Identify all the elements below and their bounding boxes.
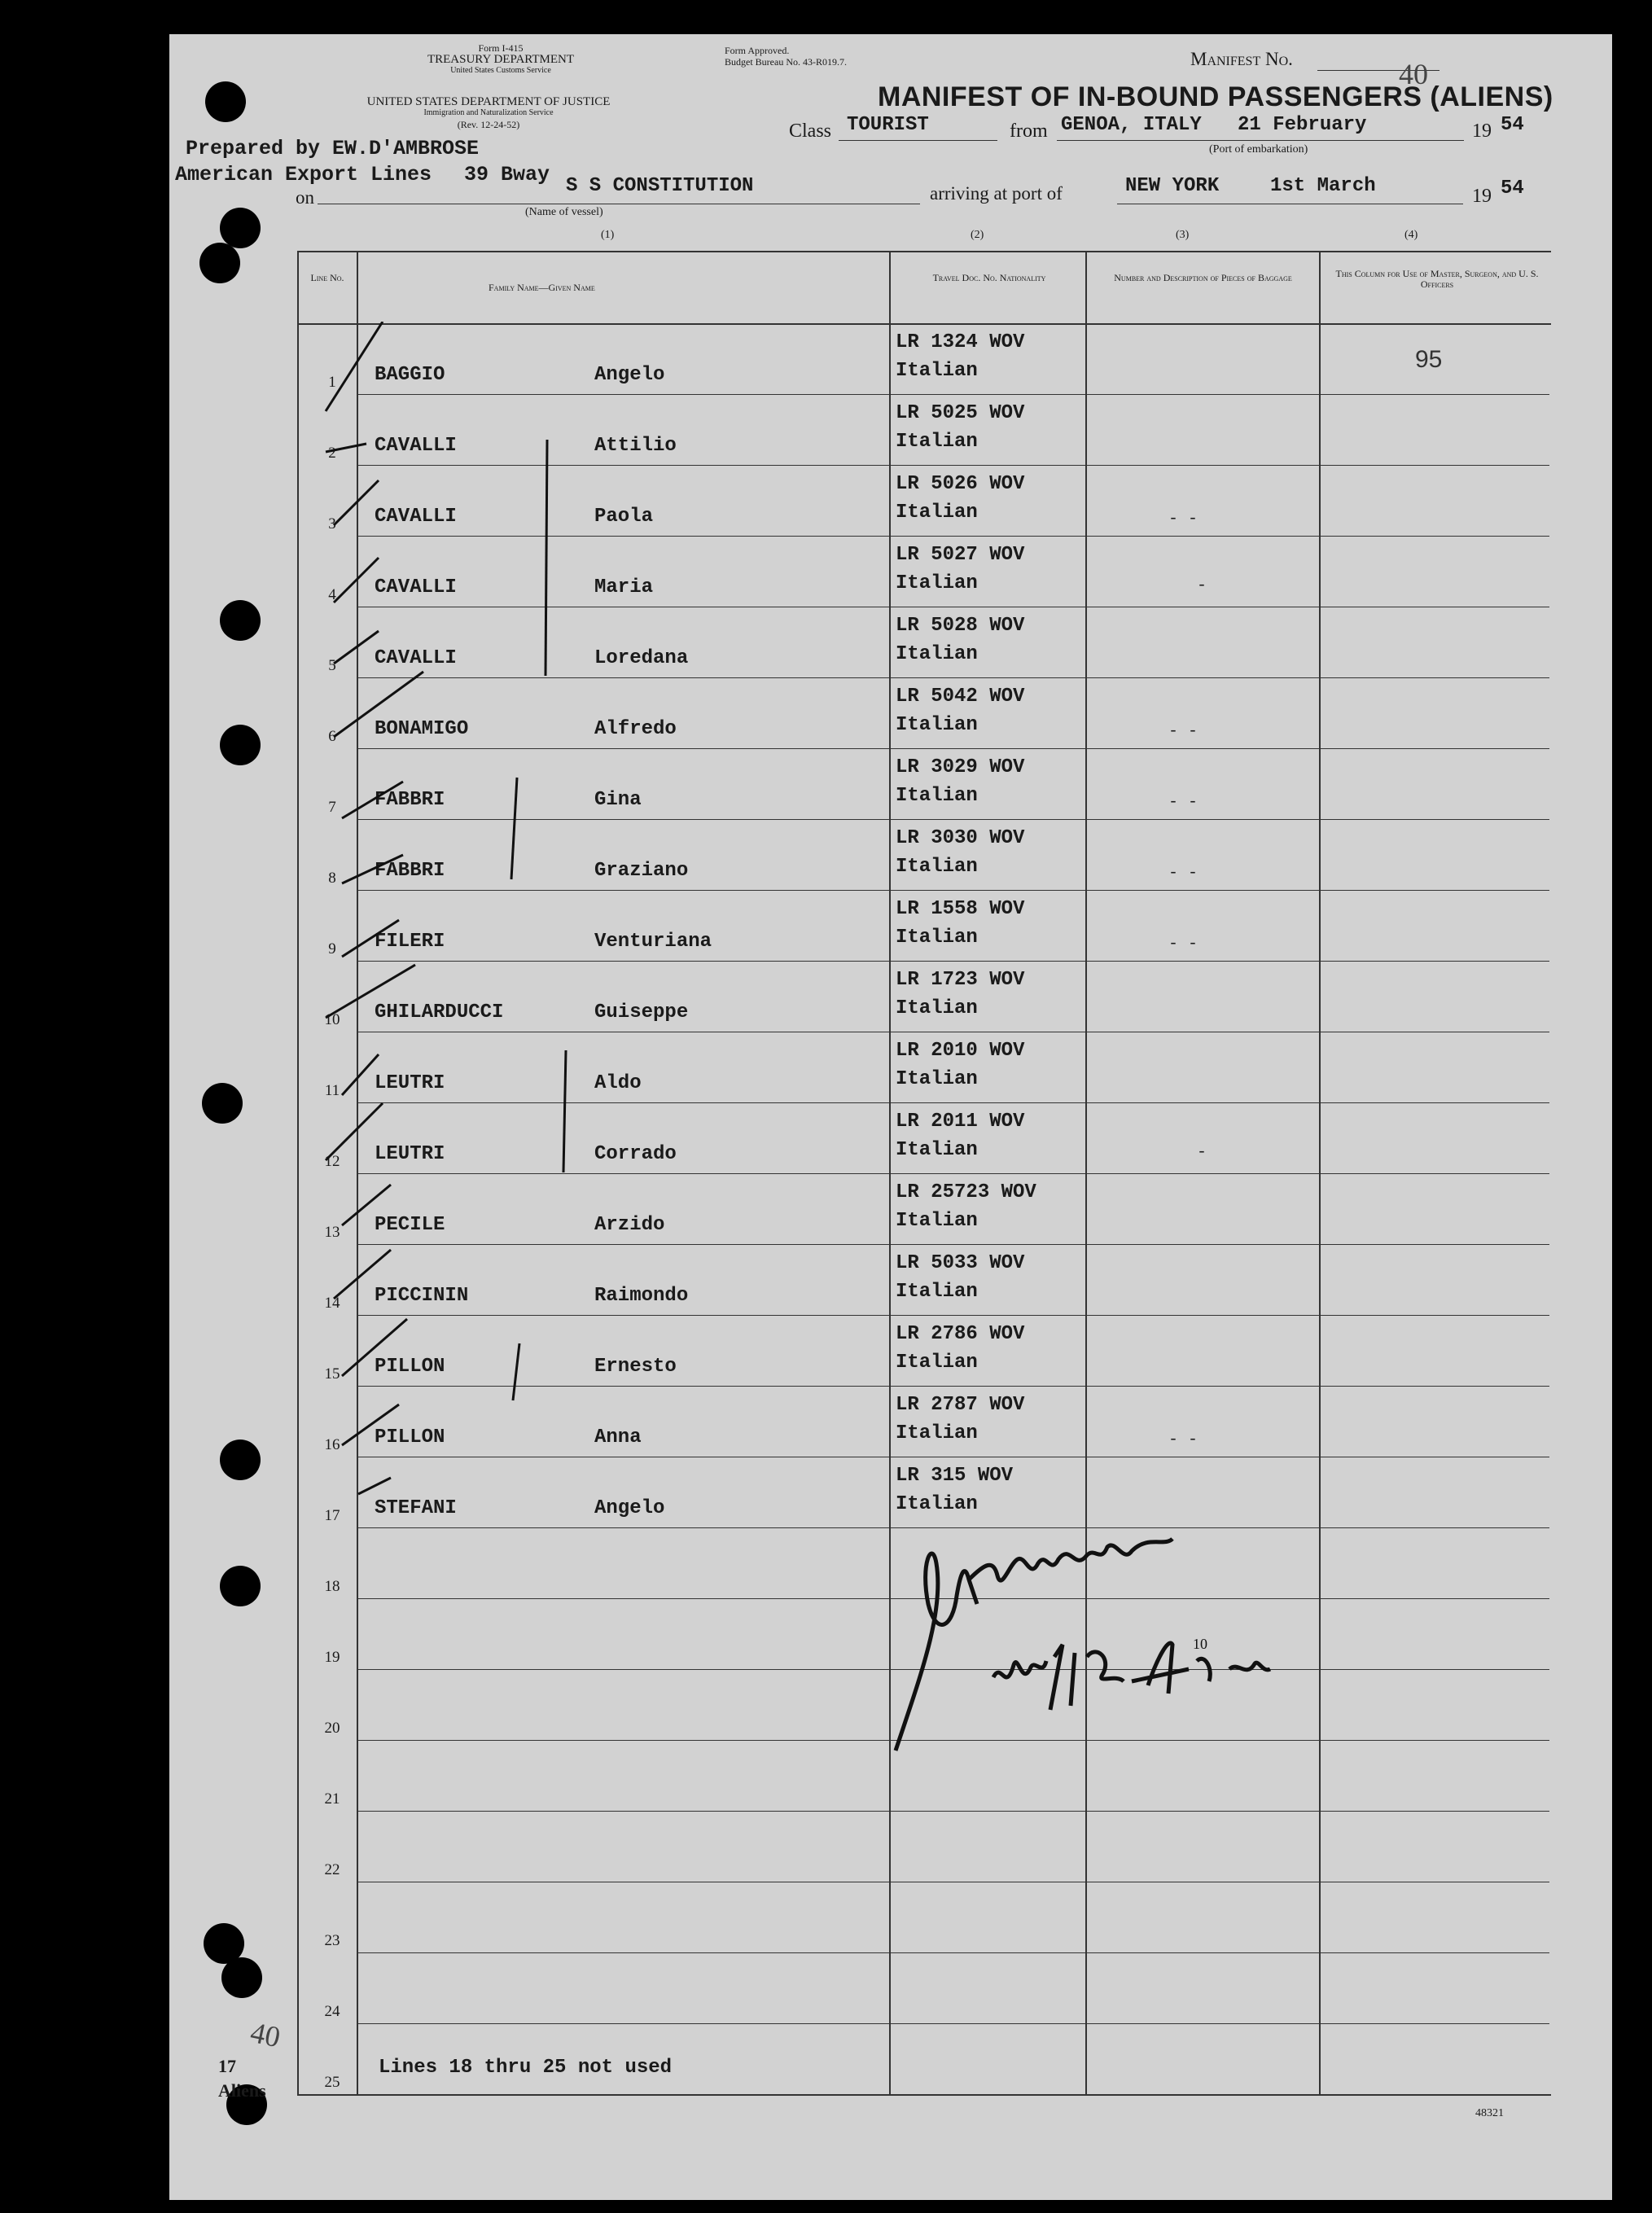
given-name: Ernesto (594, 1356, 677, 1378)
nationality: Italian (896, 927, 978, 949)
line-number: 11 (324, 1082, 340, 1099)
nationality: Italian (896, 1281, 978, 1303)
arrival-date: 1st March (1270, 175, 1376, 197)
given-name: Anna (594, 1426, 642, 1448)
name-of-vessel-label: (Name of vessel) (525, 206, 603, 218)
given-name: Guiseppe (594, 1001, 689, 1023)
line-number: 21 (324, 1790, 340, 1808)
punch-hole (220, 1566, 261, 1606)
punch-hole (205, 81, 246, 122)
given-name: Raimondo (594, 1285, 689, 1307)
svg-text:10: 10 (1193, 1636, 1207, 1652)
column-number-3: (3) (1176, 229, 1190, 241)
line-number: 20 (324, 1720, 340, 1737)
nationality: Italian (896, 643, 978, 665)
column-number-2: (2) (971, 229, 984, 241)
nationality: Italian (896, 1493, 978, 1515)
given-name: Gina (594, 789, 642, 811)
line-number: 2 (328, 445, 336, 462)
given-name: Loredana (594, 647, 689, 669)
group-brackets (489, 423, 586, 1482)
family-name: FABBRI (375, 789, 445, 811)
given-name: Graziano (594, 860, 689, 882)
given-name: Aldo (594, 1072, 642, 1094)
given-name: Attilio (594, 435, 677, 457)
baggage-mark: - - (1168, 510, 1198, 528)
margin-note: 40 (248, 2015, 283, 2054)
form-header-left (346, 42, 655, 77)
from-line (1057, 140, 1464, 141)
budget-bureau-text: Budget Bureau No. 43-R019.7. (725, 56, 847, 68)
nationality: Italian (896, 1068, 978, 1090)
column-number-4: (4) (1404, 229, 1418, 241)
family-name: LEUTRI (375, 1072, 445, 1094)
nationality: Italian (896, 1139, 978, 1161)
line-number: 18 (324, 1578, 340, 1595)
line-number: 13 (324, 1224, 340, 1241)
line-number: 22 (324, 1861, 340, 1878)
family-name: BAGGIO (375, 364, 445, 386)
travel-doc-number: LR 2787 WOV (896, 1394, 1025, 1416)
travel-doc-number: LR 1723 WOV (896, 969, 1025, 991)
form-number: Form I-415 (478, 42, 524, 54)
punch-hole (202, 1083, 243, 1124)
family-name: CAVALLI (375, 506, 457, 528)
departure-date: 21 February (1238, 114, 1367, 136)
line-number: 23 (324, 1932, 340, 1949)
arriving-label: arriving at port of (930, 183, 1063, 204)
arrival-port: NEW YORK (1125, 175, 1220, 197)
baggage-mark: - - (1168, 793, 1198, 812)
baggage-mark: - - (1168, 1431, 1198, 1449)
travel-doc-number: LR 3029 WOV (896, 756, 1025, 778)
travel-doc-number: LR 2011 WOV (896, 1111, 1025, 1133)
line-number: 19 (324, 1649, 340, 1666)
row-divider (357, 1811, 1549, 1812)
nationality: Italian (896, 1422, 978, 1444)
class-value: TOURIST (847, 114, 929, 136)
revision-date: (Rev. 12-24-52) (457, 119, 520, 130)
nationality: Italian (896, 1352, 978, 1374)
company-name: American Export Lines (175, 163, 432, 186)
travel-doc-number: LR 2786 WOV (896, 1323, 1025, 1345)
row-divider (357, 2023, 1549, 2024)
nationality: Italian (896, 1210, 978, 1232)
vessel-name: S S CONSTITUTION (566, 175, 754, 197)
family-name: FABBRI (375, 860, 445, 882)
travel-doc-number: LR 1324 WOV (896, 331, 1025, 353)
class-label: Class (789, 121, 832, 142)
punch-hole (220, 600, 261, 641)
departure-year-prefix: 19 (1472, 121, 1492, 142)
row-divider (357, 1952, 1549, 1953)
family-name: CAVALLI (375, 576, 457, 598)
travel-doc-number: LR 25723 WOV (896, 1181, 1036, 1203)
line-number: 12 (324, 1153, 340, 1170)
line-number: 3 (328, 515, 336, 532)
header-officers: This Column for Use of Master, Surgeon, and U. S. Officers (1335, 268, 1539, 290)
travel-doc-number: LR 5042 WOV (896, 686, 1025, 708)
punch-hole (220, 208, 261, 248)
travel-doc-number: LR 315 WOV (896, 1465, 1014, 1487)
manifest-no-label: Manifest No. (1190, 49, 1293, 69)
travel-doc-number: LR 5027 WOV (896, 544, 1025, 566)
baggage-mark: - - (1168, 935, 1198, 953)
given-name: Maria (594, 576, 654, 598)
customs-service: United States Customs Service (450, 66, 551, 75)
given-name: Angelo (594, 364, 665, 386)
given-name: Arzido (594, 1214, 665, 1236)
punch-hole (220, 725, 261, 765)
from-label: from (1010, 121, 1048, 142)
family-name: STEFANI (375, 1497, 457, 1519)
travel-doc-number: LR 5028 WOV (896, 615, 1025, 637)
baggage-mark: - - (1168, 864, 1198, 883)
form-approved-text: Form Approved. (725, 45, 790, 56)
row-divider (357, 394, 1549, 395)
line-number: 4 (328, 586, 336, 603)
arrival-year-prefix: 19 (1472, 186, 1492, 207)
officer-note: 95 (1415, 346, 1443, 373)
column-number-1: (1) (601, 229, 615, 241)
baggage-mark: - (1197, 1143, 1207, 1162)
form-code: 48321 (1475, 2107, 1504, 2119)
form-header-justice (297, 96, 680, 130)
footer-aliens-label: Aliens (218, 2080, 266, 2101)
line-number: 5 (328, 657, 336, 674)
line-number: 6 (328, 728, 336, 745)
manifest-title: MANIFEST OF IN-BOUND PASSENGERS (ALIENS) (878, 81, 1553, 112)
department-of-justice: UNITED STATES DEPARTMENT OF JUSTICE (366, 95, 611, 108)
header-family-name: Family Name—Given Name (489, 282, 595, 293)
nationality: Italian (896, 360, 978, 382)
line-number: 7 (328, 799, 336, 816)
manifest-no-value: 40 (1399, 58, 1428, 90)
given-name: Venturiana (594, 931, 712, 953)
travel-doc-number: LR 3030 WOV (896, 827, 1025, 849)
nationality: Italian (896, 997, 978, 1019)
nationality: Italian (896, 431, 978, 453)
line-number: 9 (328, 940, 336, 958)
baggage-mark: - (1197, 576, 1207, 595)
given-name: Angelo (594, 1497, 665, 1519)
company-address: 39 Bway (464, 163, 550, 186)
line-number: 24 (324, 2003, 340, 2020)
officer-signature (887, 1514, 1376, 1759)
header-line-no: Line No. (310, 272, 344, 283)
family-name: PILLON (375, 1426, 445, 1448)
class-line (839, 140, 997, 141)
given-name: Alfredo (594, 718, 677, 740)
footer-total: 17 (218, 2056, 236, 2076)
line-number: 8 (328, 870, 336, 887)
unused-lines-note: Lines 18 thru 25 not used (379, 2057, 673, 2079)
nationality: Italian (896, 714, 978, 736)
nationality: Italian (896, 856, 978, 878)
arrival-year: 54 (1501, 177, 1524, 199)
line-number: 1 (328, 374, 336, 391)
header-travel-doc: Travel Doc. No. Nationality (932, 272, 1046, 283)
family-name: GHILARDUCCI (375, 1001, 504, 1023)
travel-doc-number: LR 2010 WOV (896, 1040, 1025, 1062)
from-value: GENOA, ITALY (1061, 114, 1202, 136)
punch-hole (221, 1957, 262, 1998)
line-number: 17 (324, 1507, 340, 1524)
prepared-by: Prepared by EW.D'AMBROSE (186, 137, 480, 160)
nationality: Italian (896, 785, 978, 807)
family-name: PECILE (375, 1214, 445, 1236)
line-number: 16 (324, 1436, 340, 1453)
nationality: Italian (896, 572, 978, 594)
given-name: Corrado (594, 1143, 677, 1165)
family-name: PILLON (375, 1356, 445, 1378)
treasury-department: TREASURY DEPARTMENT (427, 53, 575, 66)
baggage-mark: - - (1168, 722, 1198, 741)
travel-doc-number: LR 5033 WOV (896, 1252, 1025, 1274)
travel-doc-number: LR 5025 WOV (896, 402, 1025, 424)
family-name: CAVALLI (375, 647, 457, 669)
line-number: 15 (324, 1365, 340, 1383)
punch-hole (199, 243, 240, 283)
line-number: 25 (324, 2074, 340, 2091)
punch-hole (220, 1440, 261, 1480)
nationality: Italian (896, 502, 978, 524)
on-label: on (296, 187, 314, 208)
family-name: PICCININ (375, 1285, 469, 1307)
family-name: FILERI (375, 931, 445, 953)
line-number: 10 (324, 1011, 340, 1028)
ins-label: Immigration and Naturalization Service (423, 108, 554, 117)
given-name: Paola (594, 506, 654, 528)
travel-doc-number: LR 5026 WOV (896, 473, 1025, 495)
family-name: LEUTRI (375, 1143, 445, 1165)
port-of-embarkation-label: (Port of embarkation) (1209, 143, 1308, 156)
header-baggage: Number and Description of Pieces of Baggage (1114, 272, 1292, 283)
form-approved (725, 45, 847, 68)
line-number: 14 (324, 1295, 340, 1312)
travel-doc-number: LR 1558 WOV (896, 898, 1025, 920)
departure-year: 54 (1501, 114, 1524, 136)
family-name: CAVALLI (375, 435, 457, 457)
family-name: BONAMIGO (375, 718, 469, 740)
